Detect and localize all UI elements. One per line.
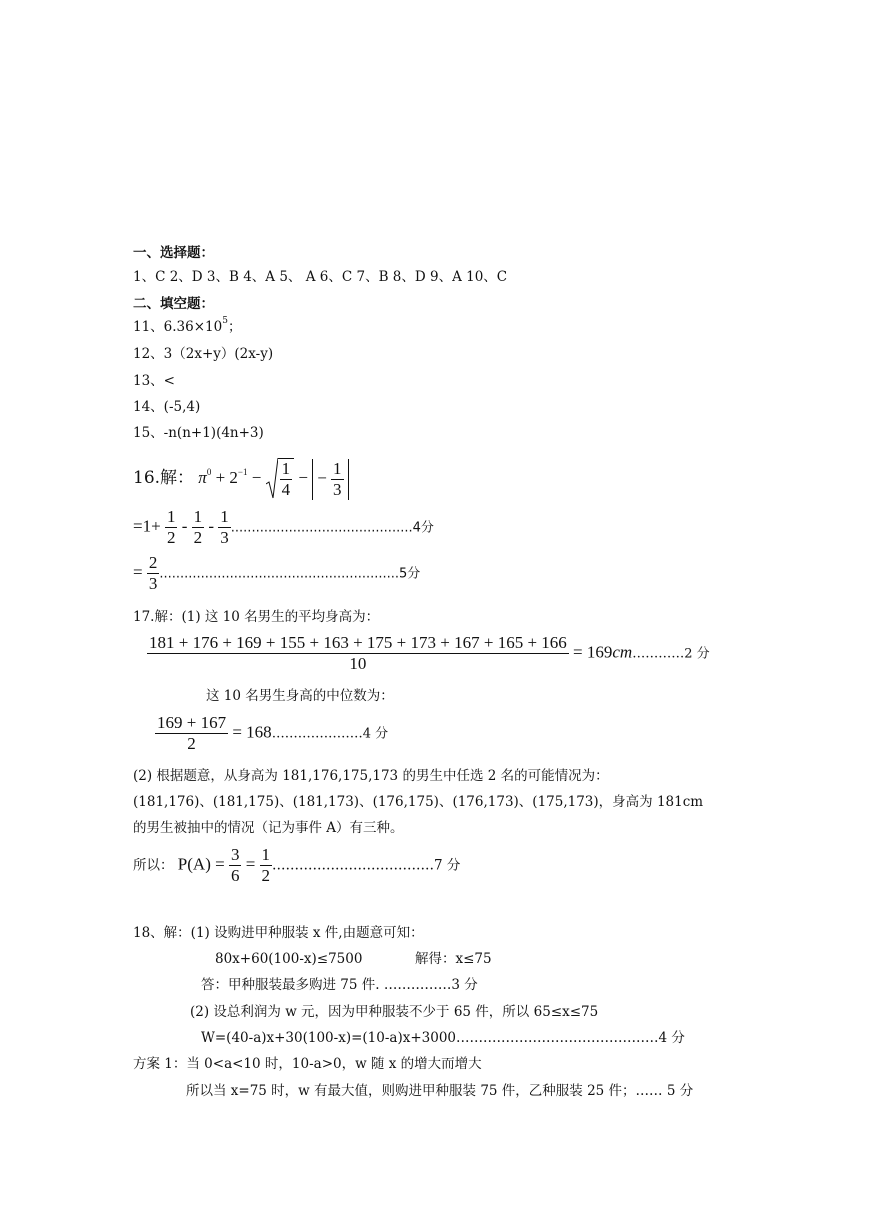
absolute-value: − $\frac{1}{3}$: [312, 459, 348, 500]
q16-step1: =1+ $\frac{1}{2}$ - $\frac{1}{2}$ - $\frac{1}{3}$ ............................................4分: [133, 507, 434, 547]
answer-12: 12、3（2x+y）(2x-y): [133, 346, 274, 362]
q18-part2: (2) 设总利润为 w 元，因为甲种服装不少于 65 件，所以 65≤x≤75: [190, 1004, 599, 1020]
q18-line1: 18、解：(1) 设购进甲种服装 x 件,由题意可知：: [133, 925, 424, 941]
q16-step2: = $\frac{2}{3}$ ..........................................................5分: [133, 553, 421, 593]
q17-median-intro: 这 10 名男生身高的中位数为：: [206, 688, 394, 704]
q17-part2-line3: 的男生被抽中的情况（记为事件 A）有三种。: [133, 820, 404, 836]
q18-plan1-conclusion: 所以当 x=75 时，w 有最大值，则购进甲种服装 75 件，乙种服装 25 件；…… 5 分: [186, 1083, 694, 1099]
q18-plan1: 方案 1：当 0<a<10 时，10-a>0，w 随 x 的增大而增大: [133, 1056, 482, 1072]
q16-expression: 16.解： $\pi^0 + 2^{-1}$ − $\frac{1}{4}$ − − $\frac{1}{3}$: [133, 458, 349, 500]
q17-mean-formula: $\frac{181 + 176 + 169 + 155 + 163 + 175 + 173 + 167 + 165 + 166}{10}$ = 169cm…………2 分: [149, 633, 710, 673]
answer-13: 13、<: [133, 373, 175, 389]
q18-answer: 答：甲种服装最多购进 75 件. ……………3 分: [201, 977, 478, 993]
choice-answers: 1、C 2、D 3、B 4、A 5、 A 6、C 7、B 8、D 9、A 10、C: [133, 269, 508, 285]
section-heading-fill: 二、填空题：: [133, 296, 214, 312]
q17-part2-line1: (2) 根据题意，从身高为 181,176,175,173 的男生中任选 2 名的可能情况为：: [133, 768, 609, 784]
answer-11: 11、$6.36\times 10^5$；: [133, 316, 242, 335]
q17-probability: 所以： P(A) = $\frac{3}{6}$ = $\frac{1}{2}$ ………………………………7 分: [133, 845, 461, 885]
q17-median-formula: $\frac{169 + 167}{2}$ = 168…………………4 分: [157, 713, 389, 753]
q18-inequality: 80x+60(100-x)≤7500: [215, 951, 363, 967]
answer-15: 15、-n(n+1)(4n+3): [133, 425, 264, 441]
radical-sign-icon: [266, 458, 278, 500]
q18-solution: 解得：x≤75: [415, 951, 492, 967]
q17-part2-line2: (181,176)、(181,175)、(181,173)、(176,175)、(176,173)、(175,173)，身高为 181cm: [133, 794, 704, 810]
section-heading-choice: 一、选择题：: [133, 245, 214, 261]
q17-intro: 17.解：(1) 这 10 名男生的平均身高为：: [133, 609, 380, 625]
answer-14: 14、(-5,4): [133, 399, 201, 415]
q18-profit-formula: W=(40-a)x+30(100-x)=(10-a)x+3000………………………………………4 分: [201, 1030, 685, 1046]
sqrt-expression: $\frac{1}{4}$: [266, 458, 295, 500]
